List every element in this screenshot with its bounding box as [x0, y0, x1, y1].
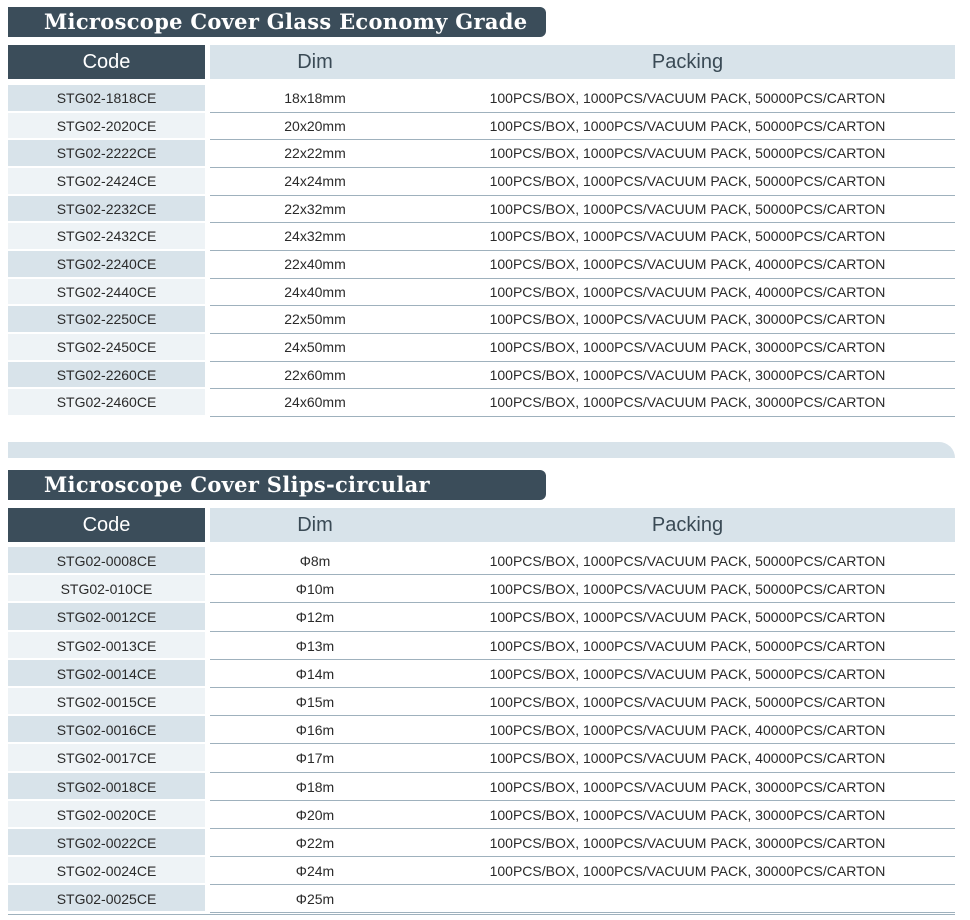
cell-dim: Φ15m	[295, 693, 335, 710]
cell-dim: Φ18m	[295, 778, 335, 795]
cell-dim: 22x22mm	[284, 145, 346, 162]
cell-code: STG02-010CE	[8, 575, 205, 601]
cell-packing: 100PCS/BOX, 1000PCS/VACUUM PACK, 50000PCS/CARTON	[489, 553, 886, 569]
table-row	[8, 801, 955, 829]
cell-packing: 100PCS/BOX, 1000PCS/VACUUM PACK, 50000PCS/CARTON	[489, 581, 886, 598]
cell-code: STG02-0024CE	[8, 857, 205, 883]
table-row	[8, 389, 955, 417]
table-row	[8, 603, 955, 631]
cell-packing	[420, 885, 955, 911]
cell-code: STG02-2222CE	[8, 140, 205, 166]
cell-dim: 22x40mm	[284, 255, 346, 272]
table2-header-dim: Dim	[210, 508, 420, 542]
cell-code: STG02-0012CE	[8, 603, 205, 629]
table-row	[8, 632, 955, 660]
cell-packing: 100PCS/BOX, 1000PCS/VACUUM PACK, 50000PCS/CARTON	[489, 228, 886, 245]
cell-packing: 100PCS/BOX, 1000PCS/VACUUM PACK, 50000PCS/CARTON	[489, 145, 886, 162]
cell-code: STG02-0015CE	[8, 688, 205, 714]
cell-packing: 100PCS/BOX, 1000PCS/VACUUM PACK, 30000PCS/CARTON	[489, 366, 886, 383]
cell-code: STG02-2424CE	[8, 168, 205, 194]
cell-code: STG02-2250CE	[8, 306, 205, 332]
table-row	[8, 279, 955, 307]
table2-bottom-line	[8, 914, 955, 915]
table-row	[8, 857, 955, 885]
cell-code: STG02-0016CE	[8, 716, 205, 742]
cell-dim: Φ24m	[295, 863, 335, 880]
cell-packing: 100PCS/BOX, 1000PCS/VACUUM PACK, 50000PCS/CARTON	[489, 172, 886, 189]
table-row	[8, 829, 955, 857]
cell-dim: Φ13m	[295, 637, 335, 654]
cell-packing: 100PCS/BOX, 1000PCS/VACUUM PACK, 30000PCS/CARTON	[489, 834, 886, 851]
table-row	[8, 362, 955, 390]
cell-packing: 100PCS/BOX, 1000PCS/VACUUM PACK, 30000PCS/CARTON	[489, 311, 886, 328]
cell-packing: 100PCS/BOX, 1000PCS/VACUUM PACK, 30000PCS/CARTON	[489, 394, 886, 411]
cell-code: STG02-0020CE	[8, 801, 205, 827]
cell-dim: 24x24mm	[284, 172, 346, 189]
cell-code: STG02-0022CE	[8, 829, 205, 855]
cell-packing: 100PCS/BOX, 1000PCS/VACUUM PACK, 40000PCS/CARTON	[489, 750, 886, 767]
table1-header-packing: Packing	[420, 45, 955, 79]
table1-title: Microscope Cover Glass Economy Grade	[8, 7, 546, 37]
cell-packing: 100PCS/BOX, 1000PCS/VACUUM PACK, 40000PCS/CARTON	[489, 722, 886, 739]
cell-code: STG02-2020CE	[8, 113, 205, 139]
table-row	[8, 251, 955, 279]
cell-dim: 22x50mm	[284, 311, 346, 328]
cell-packing: 100PCS/BOX, 1000PCS/VACUUM PACK, 50000PCS/CARTON	[489, 637, 886, 654]
table-row	[8, 744, 955, 772]
table-row	[8, 223, 955, 251]
table-row	[8, 113, 955, 141]
table-row	[8, 773, 955, 801]
cell-dim: 24x50mm	[284, 338, 346, 355]
table1-body	[8, 85, 955, 417]
table-row	[8, 575, 955, 603]
table-row	[8, 688, 955, 716]
cell-packing: 100PCS/BOX, 1000PCS/VACUUM PACK, 50000PCS/CARTON	[489, 200, 886, 217]
table2-header-packing: Packing	[420, 508, 955, 542]
table-row	[8, 885, 955, 913]
table2-header-code: Code	[8, 508, 205, 542]
cell-code: STG02-2432CE	[8, 223, 205, 249]
table1-header-code: Code	[8, 45, 205, 79]
cell-code: STG02-0017CE	[8, 744, 205, 770]
cell-dim: Φ22m	[295, 834, 335, 851]
cell-dim: Φ8m	[299, 553, 331, 569]
cell-code: STG02-2232CE	[8, 196, 205, 222]
cell-code: STG02-0018CE	[8, 773, 205, 799]
cell-code: STG02-1818CE	[8, 85, 205, 111]
cell-dim: Φ14m	[295, 665, 335, 682]
cell-packing: 100PCS/BOX, 1000PCS/VACUUM PACK, 50000PCS/CARTON	[489, 90, 886, 106]
cell-packing: 100PCS/BOX, 1000PCS/VACUUM PACK, 50000PCS/CARTON	[489, 665, 886, 682]
cell-dim: 24x40mm	[284, 283, 346, 300]
cell-packing: 100PCS/BOX, 1000PCS/VACUUM PACK, 30000PCS/CARTON	[489, 338, 886, 355]
cell-dim: Φ17m	[295, 750, 335, 767]
row-divider	[210, 416, 955, 417]
table-row	[8, 547, 955, 575]
cell-dim: Φ25m	[295, 891, 335, 908]
cell-packing: 100PCS/BOX, 1000PCS/VACUUM PACK, 50000PCS/CARTON	[489, 609, 886, 626]
table-row	[8, 716, 955, 744]
cell-dim: Φ10m	[295, 581, 335, 598]
table-row	[8, 334, 955, 362]
table-row	[8, 196, 955, 224]
table1-header-dim: Dim	[210, 45, 420, 79]
table-row	[8, 140, 955, 168]
cell-dim: 20x20mm	[284, 117, 346, 134]
table-row	[8, 306, 955, 334]
cell-dim: 22x60mm	[284, 366, 346, 383]
cell-code: STG02-2260CE	[8, 362, 205, 388]
cell-dim: Φ16m	[295, 722, 335, 739]
section-divider	[8, 442, 955, 458]
cell-packing: 100PCS/BOX, 1000PCS/VACUUM PACK, 30000PCS/CARTON	[489, 863, 886, 880]
cell-code: STG02-2450CE	[8, 334, 205, 360]
cell-packing: 100PCS/BOX, 1000PCS/VACUUM PACK, 30000PCS/CARTON	[489, 778, 886, 795]
cell-dim: 18x18mm	[284, 90, 346, 106]
cell-code: STG02-2460CE	[8, 389, 205, 415]
cell-code: STG02-0013CE	[8, 632, 205, 658]
cell-code: STG02-2240CE	[8, 251, 205, 277]
table-row	[8, 660, 955, 688]
cell-code: STG02-0014CE	[8, 660, 205, 686]
cell-code: STG02-0008CE	[8, 547, 205, 573]
cell-packing: 100PCS/BOX, 1000PCS/VACUUM PACK, 50000PCS/CARTON	[489, 117, 886, 134]
cell-packing: 100PCS/BOX, 1000PCS/VACUUM PACK, 40000PCS/CARTON	[489, 283, 886, 300]
cell-dim: 24x60mm	[284, 394, 346, 411]
cell-dim: Φ20m	[295, 806, 335, 823]
table2-body	[8, 547, 955, 913]
cell-dim: 22x32mm	[284, 200, 346, 217]
cell-packing: 100PCS/BOX, 1000PCS/VACUUM PACK, 50000PCS/CARTON	[489, 693, 886, 710]
cell-code: STG02-2440CE	[8, 279, 205, 305]
cell-packing: 100PCS/BOX, 1000PCS/VACUUM PACK, 40000PCS/CARTON	[489, 255, 886, 272]
cell-dim: 24x32mm	[284, 228, 346, 245]
table-row	[8, 85, 955, 113]
cell-code: STG02-0025CE	[8, 885, 205, 911]
table2-title: Microscope Cover Slips-circular	[8, 470, 546, 500]
table-row	[8, 168, 955, 196]
cell-dim: Φ12m	[295, 609, 335, 626]
cell-packing: 100PCS/BOX, 1000PCS/VACUUM PACK, 30000PCS/CARTON	[489, 806, 886, 823]
